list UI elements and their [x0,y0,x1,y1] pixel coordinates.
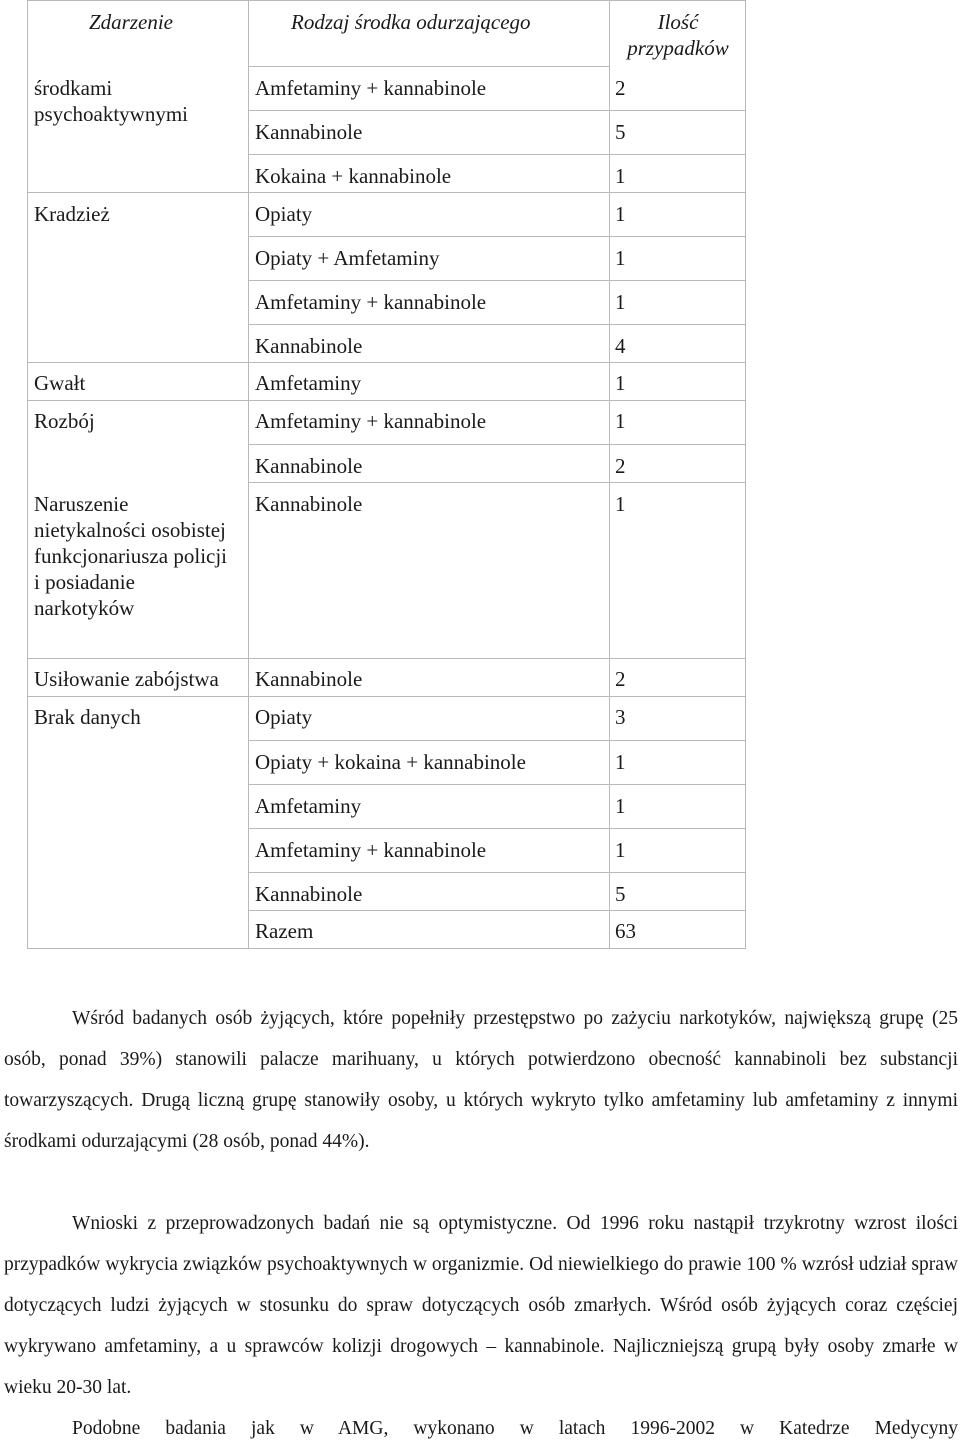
table-row-divider [248,828,746,829]
substance-cell: Amfetaminy + kannabinole [255,76,487,100]
table-row-divider [27,658,746,659]
table-row-divider [248,784,746,785]
table-row-divider [248,236,746,237]
substance-cell: Amfetaminy [255,794,362,818]
table-border-left [27,0,28,949]
count-cell: 1 [615,794,626,818]
count-cell: 5 [615,882,626,906]
event-cell: Brak danych [34,705,141,729]
count-cell: 5 [615,120,626,144]
header-event: Zdarzenie [89,10,173,34]
substance-cell: Amfetaminy [255,371,362,395]
count-cell: 2 [615,454,626,478]
substance-cell: Opiaty [255,705,313,729]
substance-cell: Kannabinole [255,667,363,691]
substance-cell: Kannabinole [255,492,363,516]
table-border-top [27,0,746,1]
count-cell: 1 [615,492,626,516]
event-cell: Rozbój [34,409,95,433]
event-cell: Gwałt [34,371,86,395]
table-row-divider [248,740,746,741]
count-cell: 1 [615,750,626,774]
count-cell: 1 [615,409,626,433]
table-border-right [745,0,746,949]
substance-cell: Opiaty + kokaina + kannabinole [255,750,526,774]
count-cell: 1 [615,202,626,226]
count-cell: 1 [615,838,626,862]
count-cell: 1 [615,290,626,314]
table-col-divider [609,0,610,949]
paragraph-text: Wnioski z przeprowadzonych badań nie są optymistyczne. Od 1996 roku nastąpił trzykrotny wzrost ilości przypadków wykrycia związków psychoaktywnych w organizmie. Od niewielkiego do prawie 100 % wzrósł udział spraw dotyczących ludzi żyjących w stosunku do spraw dotyczących osób zmarłych. Wśród osób żyjących coraz częściej wykrywano amfetaminy, a u sprawców kolizji drogowych – kannabinole. Najliczniejszą grupą były osoby zmarłe w wieku 20-30 lat. [4,1213,958,1398]
table-border-bottom [27,948,746,949]
count-cell: 2 [615,76,626,100]
event-cell: środkami psychoaktywnymi [34,76,188,126]
substance-cell: Opiaty + Amfetaminy [255,246,440,270]
count-cell: 3 [615,705,626,729]
paragraph [4,1203,958,1408]
table-row-divider [248,110,746,111]
substance-cell: Kokaina + kannabinole [255,164,452,188]
total-value: 63 [615,919,636,943]
substance-cell: Kannabinole [255,882,363,906]
substance-cell: Kannabinole [255,120,363,144]
substance-cell: Amfetaminy + kannabinole [255,409,487,433]
table-row-divider [248,280,746,281]
header-count: Ilość przypadków [627,10,729,60]
substance-cell: Kannabinole [255,454,363,478]
table-row-divider [248,324,746,325]
paragraph [4,1408,958,1449]
table-row-divider [248,910,746,911]
paragraph-text: Wśród badanych osób żyjących, które popełniły przestępstwo po zażyciu narkotyków, największą grupę (25 osób, ponad 39%) stanowili palacze marihuany, u których potwierdzono obecność kannabinoli bez substancji towarzyszących. Drugą liczną grupę stanowiły osoby, u których wykryto tylko amfetaminy lub amfetaminy z innymi środkami odurzającymi (28 osób, ponad 44%). [4,1008,958,1152]
table-row-divider [27,400,746,401]
substance-cell: Amfetaminy + kannabinole [255,290,487,314]
header-substance: Rodzaj środka odurzającego [291,10,531,34]
event-cell: Usiłowanie zabójstwa [34,667,219,691]
substance-cell: Amfetaminy + kannabinole [255,838,487,862]
count-cell: 4 [615,334,626,358]
count-cell: 1 [615,164,626,188]
paragraph [4,998,958,1162]
table-row-divider [248,444,746,445]
count-cell: 1 [615,246,626,270]
substance-cell: Kannabinole [255,334,363,358]
table-row-divider [27,192,746,193]
table-col-divider [248,0,249,949]
count-cell: 2 [615,667,626,691]
total-label: Razem [255,919,314,943]
table-row-divider [248,66,610,67]
event-cell: Naruszenie nietykalności osobistej funkcjonariusza policji i posiadanie narkotyków [34,492,228,620]
table-row-divider [27,696,746,697]
substance-cell: Opiaty [255,202,313,226]
table-row-divider [27,362,746,363]
paragraph-text: Podobne badania jak w AMG, wykonano w latach 1996-2002 w Katedrze Medycyny [72,1418,958,1439]
count-cell: 1 [615,371,626,395]
table-row-divider [248,872,746,873]
table-row-divider [248,154,746,155]
event-cell: Kradzież [34,202,110,226]
table-row-divider [248,482,746,483]
